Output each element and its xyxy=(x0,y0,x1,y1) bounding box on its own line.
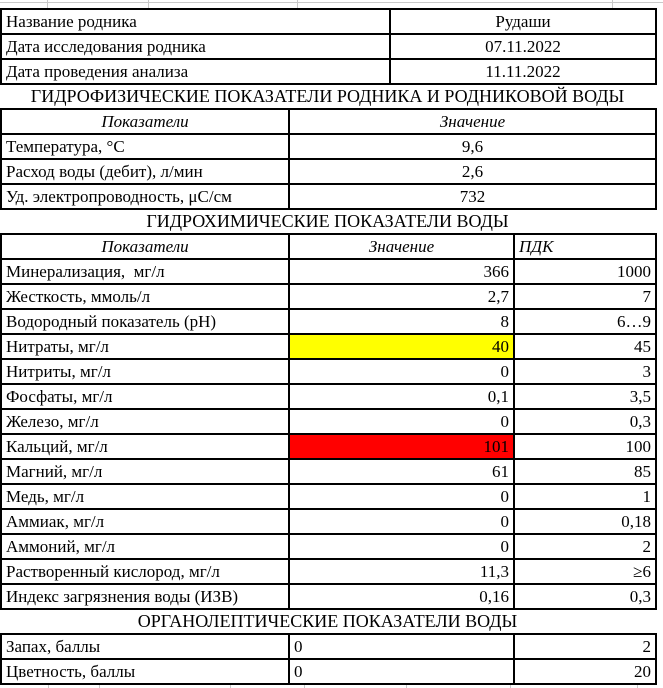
cell-label[interactable]: Уд. электропроводность, μС/см xyxy=(2,185,290,210)
section-title-hydrophysical: ГИДРОФИЗИЧЕСКИЕ ПОКАЗАТЕЛИ РОДНИКА И РОДНИКОВОЙ ВОДЫ xyxy=(30,86,625,106)
table-row xyxy=(2,535,657,560)
hydrochemical-table xyxy=(0,233,657,610)
cell-value[interactable]: 9,6 xyxy=(290,135,657,160)
table-row xyxy=(2,410,657,435)
table-row xyxy=(2,435,657,460)
cell-value[interactable]: 0 xyxy=(290,485,515,510)
table-row xyxy=(2,635,657,660)
spreadsheet-gridline xyxy=(297,0,298,8)
column-header-value[interactable]: Значение xyxy=(290,235,515,260)
cell-value[interactable]: 07.11.2022 xyxy=(391,35,657,60)
cell-value[interactable]: 0,1 xyxy=(290,385,515,410)
table-header-row xyxy=(2,110,657,135)
cell-limit[interactable]: 85 xyxy=(515,460,657,485)
table-row xyxy=(2,585,657,610)
table-row xyxy=(2,560,657,585)
cell-value[interactable]: 0 xyxy=(290,410,515,435)
cell-value[interactable]: 11.11.2022 xyxy=(391,60,657,85)
cell-limit[interactable]: 3,5 xyxy=(515,385,657,410)
table-header-row xyxy=(2,235,657,260)
cell-value[interactable]: 0 xyxy=(290,635,515,660)
cell-value[interactable]: 0 xyxy=(290,535,515,560)
cell-label[interactable]: Температура, °С xyxy=(2,135,290,160)
cell-label[interactable]: Растворенный кислород, мг/л xyxy=(2,560,290,585)
cell-value[interactable]: 2,6 xyxy=(290,160,657,185)
cell-limit[interactable]: 6…9 xyxy=(515,310,657,335)
cell-limit[interactable]: 0,3 xyxy=(515,585,657,610)
table-row xyxy=(2,460,657,485)
cell-label[interactable]: Дата проведения анализа xyxy=(2,60,391,85)
table-row xyxy=(2,160,657,185)
cell-label[interactable]: Магний, мг/л xyxy=(2,460,290,485)
cell-limit[interactable]: 2 xyxy=(515,635,657,660)
column-header-limit[interactable]: ПДК xyxy=(515,235,657,260)
cell-label[interactable]: Индекс загрязнения воды (ИЗВ) xyxy=(2,585,290,610)
table-row xyxy=(2,360,657,385)
cell-label[interactable]: Запах, баллы xyxy=(2,635,290,660)
table-row xyxy=(2,135,657,160)
cell-value[interactable]: 2,7 xyxy=(290,285,515,310)
cell-value-highlighted[interactable]: 101 xyxy=(290,435,515,460)
spreadsheet-gridline xyxy=(612,0,613,8)
cell-limit[interactable]: 1 xyxy=(515,485,657,510)
hydrophysical-table xyxy=(0,108,657,210)
cell-value[interactable]: 11,3 xyxy=(290,560,515,585)
cell-value[interactable]: 366 xyxy=(290,260,515,285)
table-row xyxy=(2,35,657,60)
column-header-indicator[interactable]: Показатели xyxy=(2,235,290,260)
cell-value[interactable]: 0,16 xyxy=(290,585,515,610)
cell-limit[interactable]: 45 xyxy=(515,335,657,360)
cell-limit[interactable]: 3 xyxy=(515,360,657,385)
spring-info-table xyxy=(0,8,657,85)
cell-value[interactable]: 8 xyxy=(290,310,515,335)
cell-label[interactable]: Кальций, мг/л xyxy=(2,435,290,460)
cell-limit[interactable]: 0,3 xyxy=(515,410,657,435)
cell-value[interactable]: 732 xyxy=(290,185,657,210)
table-row xyxy=(2,10,657,35)
table-row xyxy=(2,335,657,360)
cell-label[interactable]: Медь, мг/л xyxy=(2,485,290,510)
column-header-indicator[interactable]: Показатели xyxy=(2,110,290,135)
cell-label[interactable]: Дата исследования родника xyxy=(2,35,391,60)
organoleptic-table xyxy=(0,633,657,685)
cell-value[interactable]: 0 xyxy=(290,360,515,385)
cell-label[interactable]: Название родника xyxy=(2,10,391,35)
section-title-organoleptic: ОРГАНОЛЕПТИЧЕСКИЕ ПОКАЗАТЕЛИ ВОДЫ xyxy=(137,611,518,631)
table-row xyxy=(2,185,657,210)
table-row xyxy=(2,485,657,510)
cell-label[interactable]: Расход воды (дебит), л/мин xyxy=(2,160,290,185)
cell-label[interactable]: Нитриты, мг/л xyxy=(2,360,290,385)
cell-label[interactable]: Аммоний, мг/л xyxy=(2,535,290,560)
cell-limit[interactable]: 0,18 xyxy=(515,510,657,535)
top-gridline-strip xyxy=(0,0,663,8)
spreadsheet-gridline xyxy=(0,2,663,3)
cell-value[interactable]: 61 xyxy=(290,460,515,485)
cell-value-highlighted[interactable]: 40 xyxy=(290,335,515,360)
cell-limit[interactable]: 100 xyxy=(515,435,657,460)
cell-value[interactable]: 0 xyxy=(290,510,515,535)
table-row xyxy=(2,285,657,310)
cell-limit[interactable]: ≥6 xyxy=(515,560,657,585)
cell-label[interactable]: Жесткость, ммоль/л xyxy=(2,285,290,310)
column-header-value[interactable]: Значение xyxy=(290,110,657,135)
cell-label[interactable]: Минерализация, мг/л xyxy=(2,260,290,285)
table-row xyxy=(2,310,657,335)
section-title-hydrochemical: ГИДРОХИМИЧЕСКИЕ ПОКАЗАТЕЛИ ВОДЫ xyxy=(146,211,509,231)
spreadsheet-gridline xyxy=(148,0,149,8)
table-row xyxy=(2,660,657,685)
table-row xyxy=(2,260,657,285)
cell-label[interactable]: Водородный показатель (рН) xyxy=(2,310,290,335)
cell-label[interactable]: Цветность, баллы xyxy=(2,660,290,685)
cell-value[interactable]: 0 xyxy=(290,660,515,685)
cell-value[interactable]: Рудаши xyxy=(391,10,657,35)
cell-label[interactable]: Аммиак, мг/л xyxy=(2,510,290,535)
table-row xyxy=(2,60,657,85)
table-row xyxy=(2,510,657,535)
cell-label[interactable]: Фосфаты, мг/л xyxy=(2,385,290,410)
cell-limit[interactable]: 7 xyxy=(515,285,657,310)
cell-label[interactable]: Нитраты, мг/л xyxy=(2,335,290,360)
cell-limit[interactable]: 20 xyxy=(515,660,657,685)
table-row xyxy=(2,385,657,410)
spreadsheet-gridline xyxy=(47,0,48,8)
cell-limit[interactable]: 2 xyxy=(515,535,657,560)
cell-limit[interactable]: 1000 xyxy=(515,260,657,285)
cell-label[interactable]: Железо, мг/л xyxy=(2,410,290,435)
